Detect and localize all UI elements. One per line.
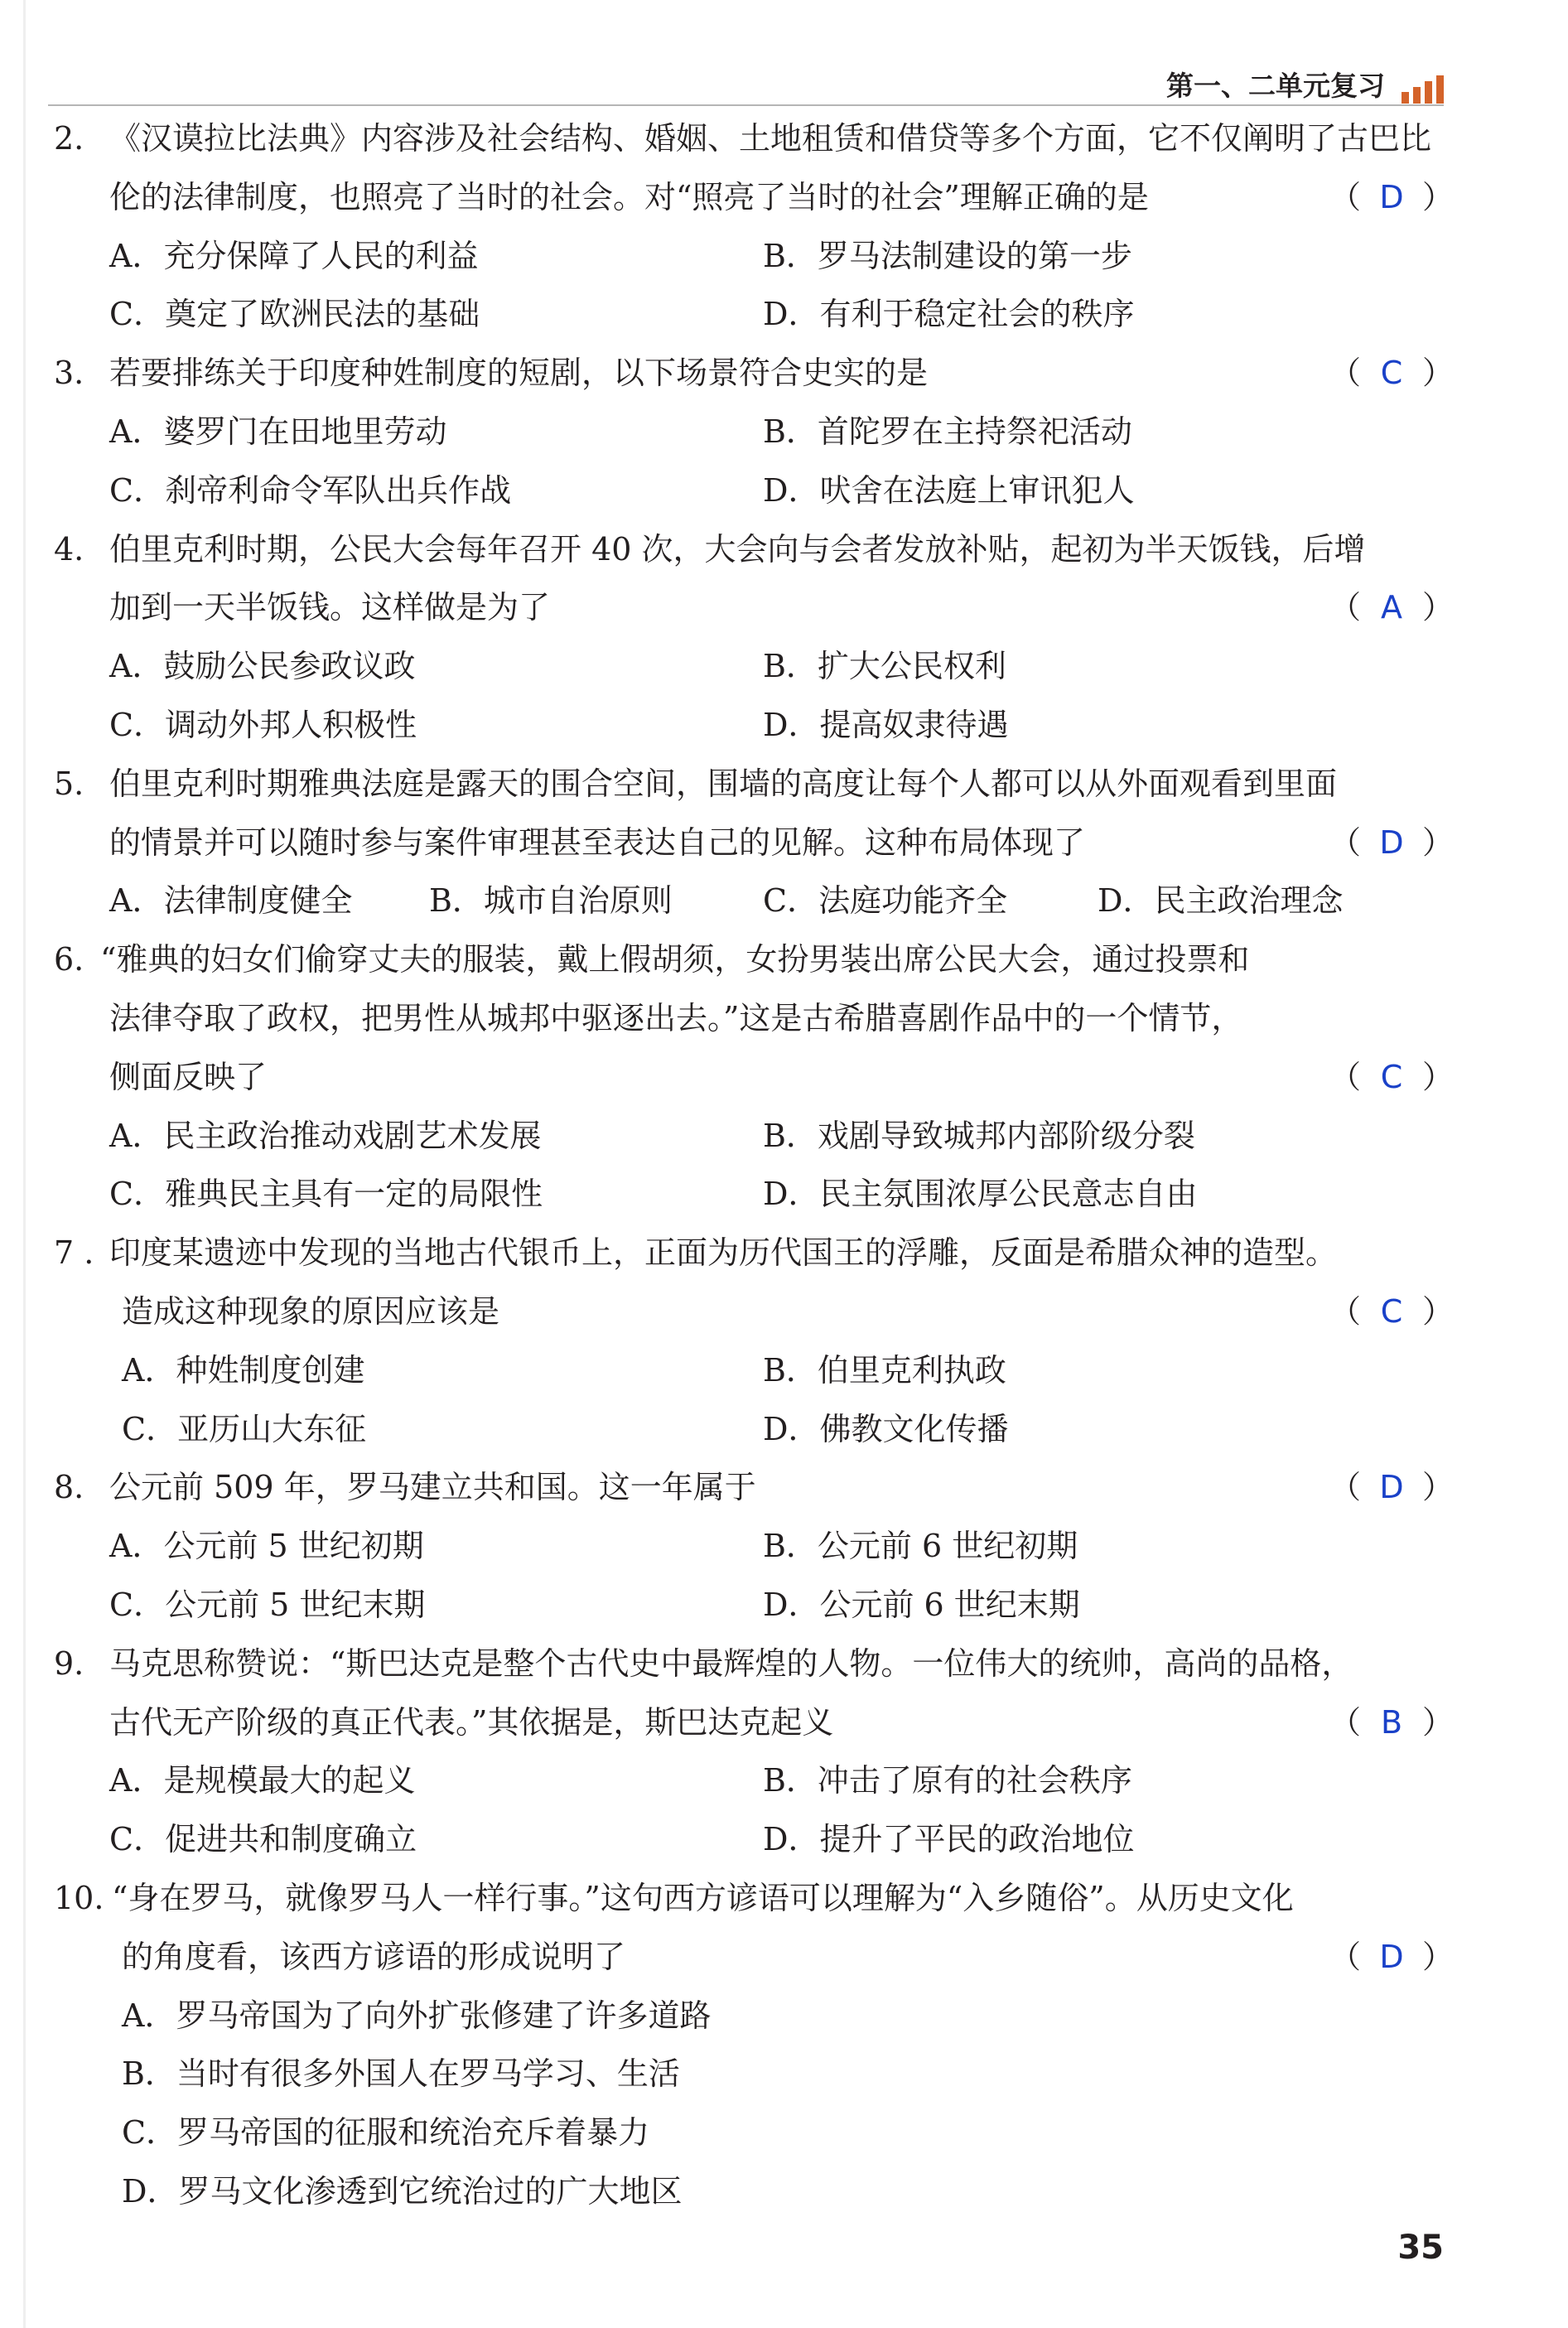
bracket-close: ） bbox=[1421, 1292, 1454, 1330]
question-text: 若要排练关于印度种姓制度的短剧，以下场景符合史实的是 bbox=[109, 355, 929, 392]
question-text: 公元前 509 年，罗马建立共和国。这一年属于 bbox=[109, 1469, 756, 1506]
option-c: C．雅典民主具有一定的局限性 bbox=[109, 1176, 543, 1213]
options-row bbox=[54, 227, 1454, 286]
option-a: A．充分保障了人民的利益 bbox=[109, 237, 479, 274]
options-row bbox=[54, 1107, 1454, 1166]
question-text: 印度某遗迹中发现的当地古代银币上，正面为历代国王的浮雕，反面是希腊众神的造型。 bbox=[109, 1234, 1338, 1272]
option-a: A．婆罗门在田地里劳动 bbox=[109, 413, 447, 450]
option-b: B．冲击了原有的社会秩序 bbox=[763, 1762, 1132, 1799]
options-row bbox=[54, 1810, 1454, 1869]
options-row bbox=[54, 1517, 1454, 1576]
options-row bbox=[54, 1400, 1454, 1459]
option-b: B．首陀罗在主持祭祀活动 bbox=[763, 413, 1132, 450]
bracket-open: （ bbox=[1329, 823, 1362, 861]
question-line bbox=[54, 520, 1454, 579]
options-row bbox=[54, 872, 1454, 930]
answer-bracket bbox=[1329, 1458, 1454, 1517]
option-b: B．城市自治原则 bbox=[429, 882, 673, 920]
options-row bbox=[54, 461, 1454, 520]
option-d: D．民主政治理念 bbox=[1098, 882, 1344, 920]
option-b: B．罗马法制建设的第一步 bbox=[763, 237, 1132, 274]
option-c: C．奠定了欧洲民法的基础 bbox=[109, 296, 480, 333]
answer-letter: D bbox=[1379, 1469, 1404, 1506]
answer-letter: C bbox=[1380, 1292, 1403, 1330]
header-divider bbox=[48, 104, 1444, 106]
question-number: 3. bbox=[54, 355, 84, 392]
options-row bbox=[54, 2162, 1454, 2221]
bracket-open: （ bbox=[1329, 178, 1362, 215]
bracket-close: ） bbox=[1421, 1703, 1454, 1741]
question-line bbox=[54, 989, 1454, 1048]
bracket-close: ） bbox=[1421, 178, 1454, 215]
option-b: B．伯里克利执政 bbox=[763, 1351, 1006, 1389]
option-d: D．民主氛围浓厚公民意志自由 bbox=[763, 1176, 1198, 1213]
question-text: 的角度看，该西方谚语的形成说明了 bbox=[122, 1938, 626, 1975]
bracket-open: （ bbox=[1329, 1292, 1362, 1330]
question-line bbox=[54, 1224, 1454, 1282]
question-line bbox=[54, 1282, 1454, 1341]
answer-letter: A bbox=[1381, 589, 1402, 626]
question-line bbox=[54, 814, 1454, 872]
question-line bbox=[54, 1693, 1454, 1752]
question-line bbox=[54, 109, 1454, 168]
option-d: D．提高奴隶待遇 bbox=[763, 706, 1009, 743]
answer-bracket bbox=[1329, 578, 1454, 637]
answer-bracket bbox=[1329, 1928, 1454, 1987]
question-number: 4. bbox=[54, 530, 84, 568]
option-a: A．民主政治推动戏剧艺术发展 bbox=[109, 1117, 542, 1154]
option-c: C．刹帝利命令军队出兵作战 bbox=[109, 471, 512, 509]
options-row bbox=[54, 1576, 1454, 1635]
option-c: C．调动外邦人积极性 bbox=[109, 706, 417, 743]
option-c: C．公元前 5 世纪末期 bbox=[109, 1586, 426, 1623]
question-text: 古代无产阶级的真正代表。”其依据是，斯巴达克起义 bbox=[109, 1703, 834, 1741]
question-number: 5. bbox=[54, 765, 84, 802]
bracket-close: ） bbox=[1421, 355, 1454, 392]
section-title: 第一、二单元复习 bbox=[1166, 70, 1385, 102]
answer-letter: D bbox=[1379, 178, 1404, 215]
option-c: C．罗马帝国的征服和统治充斥着暴力 bbox=[122, 2114, 650, 2152]
option-c: C．促进共和制度确立 bbox=[109, 1821, 417, 1858]
option-a: A．种姓制度创建 bbox=[122, 1351, 365, 1389]
option-b: B．戏剧导致城邦内部阶级分裂 bbox=[763, 1117, 1195, 1154]
option-a: A．罗马帝国为了向外扩张修建了许多道路 bbox=[122, 1997, 712, 2034]
options-row bbox=[54, 637, 1454, 696]
question-text: 马克思称赞说：“斯巴达克是整个古代史中最辉煌的人物。一位伟大的统帅，高尚的品格， bbox=[109, 1645, 1353, 1682]
options-row bbox=[54, 285, 1454, 344]
options-row bbox=[54, 696, 1454, 755]
option-b: B．扩大公民权利 bbox=[763, 648, 1006, 685]
question-text: 法律夺取了政权，把男性从城邦中驱逐出去。”这是古希腊喜剧作品中的一个情节， bbox=[109, 999, 1243, 1036]
question-text: 造成这种现象的原因应该是 bbox=[122, 1292, 500, 1330]
question-number: 2. bbox=[54, 120, 84, 157]
bracket-open: （ bbox=[1329, 1058, 1362, 1095]
question-text: 伯里克利时期，公民大会每年召开 40 次，大会向与会者发放补贴，起初为半天饭钱，后增 bbox=[109, 530, 1366, 568]
bracket-open: （ bbox=[1329, 1938, 1362, 1975]
option-d: D．佛教文化传播 bbox=[763, 1410, 1009, 1447]
question-number: 7 . bbox=[54, 1234, 94, 1272]
question-text: 加到一天半饭钱。这样做是为了 bbox=[109, 589, 551, 626]
question-line bbox=[54, 1458, 1454, 1517]
option-b: B．当时有很多外国人在罗马学习、生活 bbox=[122, 2055, 680, 2093]
question-text: “身在罗马，就像罗马人一样行事。”这句西方谚语可以理解为“入乡随俗”。从历史文化 bbox=[112, 1879, 1294, 1916]
bracket-close: ） bbox=[1421, 1938, 1454, 1975]
bracket-close: ） bbox=[1421, 1058, 1454, 1095]
option-a: A．是规模最大的起义 bbox=[109, 1762, 416, 1799]
bracket-open: （ bbox=[1329, 1469, 1362, 1506]
options-row bbox=[54, 2045, 1454, 2103]
option-a: A．鼓励公民参政议政 bbox=[109, 648, 416, 685]
answer-letter: D bbox=[1379, 823, 1404, 861]
question-text: 的情景并可以随时参与案件审理甚至表达自己的见解。这种布局体现了 bbox=[109, 823, 1086, 861]
options-row bbox=[54, 403, 1454, 461]
answer-letter: D bbox=[1379, 1938, 1404, 1975]
question-line bbox=[54, 1048, 1454, 1107]
option-d: D．罗马文化渗透到它统治过的广大地区 bbox=[122, 2172, 683, 2210]
bracket-open: （ bbox=[1329, 1703, 1362, 1741]
question-list bbox=[54, 109, 1454, 2221]
question-line bbox=[54, 1869, 1454, 1928]
bracket-close: ） bbox=[1421, 589, 1454, 626]
bracket-open: （ bbox=[1329, 355, 1362, 392]
options-row bbox=[54, 1751, 1454, 1810]
page-edge bbox=[23, 0, 26, 2328]
question-number: 9. bbox=[54, 1645, 84, 1682]
question-text: 伦的法律制度，也照亮了当时的社会。对“照亮了当时的社会”理解正确的是 bbox=[109, 178, 1149, 215]
answer-bracket bbox=[1329, 1048, 1454, 1107]
bar-chart-icon bbox=[1402, 75, 1444, 104]
option-d: D．提升了平民的政治地位 bbox=[763, 1821, 1135, 1858]
question-line bbox=[54, 755, 1454, 814]
answer-bracket bbox=[1329, 814, 1454, 872]
question-number: 10. bbox=[54, 1879, 104, 1916]
options-row bbox=[54, 1341, 1454, 1400]
question-line bbox=[54, 344, 1454, 403]
question-line bbox=[54, 578, 1454, 637]
option-a: A．法律制度健全 bbox=[109, 882, 353, 920]
question-line bbox=[54, 930, 1454, 989]
answer-bracket bbox=[1329, 1693, 1454, 1752]
question-text: 侧面反映了 bbox=[109, 1058, 268, 1095]
options-row bbox=[54, 1987, 1454, 2045]
option-d: D．公元前 6 世纪末期 bbox=[763, 1586, 1080, 1623]
options-row bbox=[54, 1165, 1454, 1224]
answer-letter: B bbox=[1380, 1703, 1403, 1741]
option-b: B．公元前 6 世纪初期 bbox=[763, 1528, 1078, 1565]
question-text: “雅典的妇女们偷穿丈夫的服装，戴上假胡须，女扮男装出席公民大会，通过投票和 bbox=[100, 941, 1250, 978]
option-c: C．法庭功能齐全 bbox=[763, 882, 1008, 920]
option-a: A．公元前 5 世纪初期 bbox=[109, 1528, 424, 1565]
options-row bbox=[54, 2103, 1454, 2162]
option-d: D．吠舍在法庭上审讯犯人 bbox=[763, 471, 1135, 509]
answer-letter: C bbox=[1380, 355, 1403, 392]
answer-letter: C bbox=[1380, 1058, 1403, 1095]
page-number: 35 bbox=[1397, 2229, 1444, 2267]
question-text: 《汉谟拉比法典》内容涉及社会结构、婚姻、土地租赁和借贷等多个方面，它不仅阐明了古巴比 bbox=[109, 120, 1432, 157]
question-number: 8. bbox=[54, 1469, 84, 1506]
answer-bracket bbox=[1329, 1282, 1454, 1341]
question-line bbox=[54, 168, 1454, 227]
bracket-close: ） bbox=[1421, 823, 1454, 861]
answer-bracket bbox=[1329, 168, 1454, 227]
answer-bracket bbox=[1329, 344, 1454, 403]
page-header bbox=[1166, 65, 1444, 104]
bracket-close: ） bbox=[1421, 1469, 1454, 1506]
option-c: C．亚历山大东征 bbox=[122, 1410, 367, 1447]
bracket-open: （ bbox=[1329, 589, 1362, 626]
question-number: 6. bbox=[54, 941, 84, 978]
question-line bbox=[54, 1635, 1454, 1693]
question-text: 伯里克利时期雅典法庭是露天的围合空间，围墙的高度让每个人都可以从外面观看到里面 bbox=[109, 765, 1338, 802]
option-d: D．有利于稳定社会的秩序 bbox=[763, 296, 1135, 333]
question-line bbox=[54, 1928, 1454, 1987]
